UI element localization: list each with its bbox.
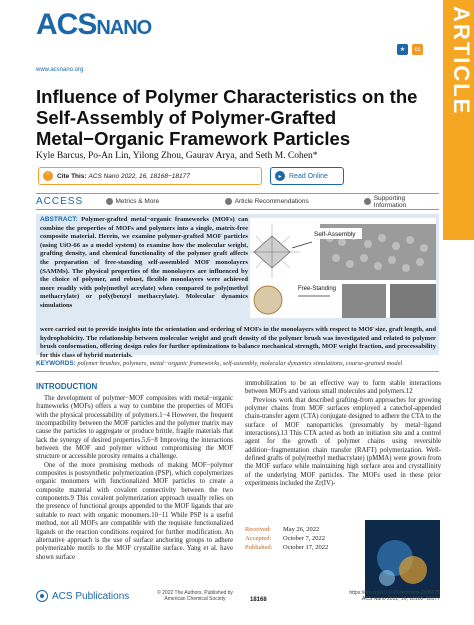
publisher-name: ACS Publications bbox=[52, 590, 130, 602]
metrics-label: Metrics & More bbox=[115, 198, 160, 205]
footer-citation bbox=[340, 590, 440, 602]
metrics-link[interactable] bbox=[106, 198, 225, 205]
intro-column-left bbox=[36, 395, 233, 562]
acs-logo-icon bbox=[36, 590, 48, 602]
received-date: May 26, 2022 bbox=[283, 526, 320, 533]
journal-brand-sub: NANO bbox=[96, 17, 152, 39]
article-title: Influence of Polymer Characteristics on the Self-Assembly of Polymer-Grafted Metal−Organic Framework Particles bbox=[36, 86, 418, 149]
intro-column-right bbox=[245, 380, 441, 488]
intro-paragraph-2: One of the more promising methods of making MOF−polymer composites is postsynthetic polymerization (PSP), which copolymerizes organic monomers with functionalized MOF particles to create a composite material with covalent connectivity between the two components.9 This covalent polymerization approach usually relies on the presence of functional groups appended to the MOF ligands that are suitable to react with organic monomers.10−11 While PSP is a useful method, not all MOFs are compatible with the requisite functionalized ligands or the reaction conditions required for further modification. An alternative approach is the use of surface anchoring groups to adhere polymerizable motifs to the MOF crystallite surface. Yang et al. have shown surface bbox=[36, 461, 233, 561]
metrics-icon bbox=[106, 198, 113, 205]
toc-graphic bbox=[250, 218, 436, 318]
recommendations-link[interactable] bbox=[225, 198, 364, 205]
sem-detail-image-1 bbox=[342, 284, 386, 318]
supporting-info-link[interactable] bbox=[364, 195, 439, 209]
open-access-icon: ★ bbox=[397, 44, 408, 55]
journal-brand: ACSNANO bbox=[36, 8, 152, 41]
journal-url[interactable]: www.acsnano.org bbox=[36, 67, 84, 73]
article-side-label: ARTICLE bbox=[449, 6, 474, 116]
cite-this-box[interactable] bbox=[38, 167, 262, 185]
published-row bbox=[245, 543, 340, 552]
cite-label: Cite This: bbox=[57, 172, 87, 180]
published-date: October 17, 2022 bbox=[283, 544, 329, 551]
abstract-body-b: were carried out to provide insights into the orientation and ordering of MOFs in the monolayers with respect to MOF size, graft length, and hydrophobicity. The relationship between molecular weight and graft density of the polymer brush was investigated and related to polymer brush conformation, offering design rules for further optimizations to balance mechanical strength, MOF weight fraction, and processability for this class of hybrid materials. bbox=[40, 326, 436, 359]
cover-art bbox=[365, 520, 440, 598]
journal-cover-thumbnail[interactable] bbox=[365, 520, 440, 598]
keywords-line bbox=[36, 360, 439, 372]
cc-license-icon: cc bbox=[412, 44, 423, 55]
recommendations-label: Article Recommendations bbox=[234, 198, 309, 205]
sem-detail-image-2 bbox=[390, 284, 436, 318]
article-authors: Kyle Barcus, Po-An Lin, Yilong Zhou, Gaurav Arya, and Seth M. Cohen* bbox=[36, 151, 318, 161]
read-online-icon: ▸ bbox=[275, 171, 285, 181]
access-bar bbox=[36, 193, 439, 210]
intro-paragraph-1: The development of polymer−MOF composites with metal−organic frameworks (MOFs) offers a way to combine the properties of MOFs with the physical processability of polymers.1−4 However, the frequent incompatibility between the MOF particles and the polymer matrix may cause the particles to aggregate or produce brittle, fragile materials that lack the synergy of desired properties.5,6−8 Improving the interactions between the MOF and polymer without compromising the MOF structure or accessible porosity remains a challenge. bbox=[36, 395, 233, 461]
accepted-label: Accepted: bbox=[245, 535, 272, 542]
supporting-info-label: Supporting Information bbox=[373, 194, 407, 209]
read-online-label: Read Online bbox=[289, 172, 328, 180]
keywords-text: polymer brushes, polymers, metal−organic frameworks, self-assembly, molecular dynamics simulations, coarse-grained model bbox=[77, 360, 403, 367]
accepted-date: October 7, 2022 bbox=[283, 535, 326, 542]
accepted-row bbox=[245, 534, 340, 543]
toc-label-free-standing: Free-Standing bbox=[298, 286, 337, 292]
read-online-button[interactable] bbox=[270, 167, 344, 185]
page-number: 18168 bbox=[250, 597, 267, 603]
intro-paragraph-4: Previous work that described grafting-from approaches for growing polymer chains from MOF surfaces employed a catechol-appended chain-transfer agent (CTA) conjugate designed to adhere the CTA to the surface of MOF nanoparticles (presumably by metal−ligand interactions).13 This CTA acted as both an initiation site and a control agent for the growth of polymer chains using reversible addition−fragmentation chain transfer (RAFT) polymerization. Well-defined grafts of poly(methyl methacrylate) (pMMA) were grown from the MOF surface while maintaining high surface area and crystallinity of the underlying MOF particles. The MOFs used in these prior experiments included the Zr(IV)- bbox=[245, 396, 441, 488]
access-icons bbox=[397, 44, 423, 55]
abstract-label: ABSTRACT: bbox=[40, 216, 78, 223]
abstract-body-a: Polymer-grafted metal−organic frameworks (MOFs) can combine the properties of MOFs and polymers into a single, matrix-free composite material. Herein, we examine polymer-grafted MOF particles (using UiO-66 as a model system) to examine how the molecular weight, grafting density, and chemical functionality of the polymer graft affects the preparation of free-standing self-assembled MOF monolayers (SAMMs). The physical properties of the monolayers are influenced by the choice of polymer, and robust, flexible monolayers were achieved more readily with poly(methyl acrylate) when compared to poly(methyl methacrylate) or poly(benzyl methacrylate). Molecular dynamics simulations bbox=[40, 216, 248, 309]
footer-journal-ref: ACS Nano 2022, 16, 18168−18177 bbox=[362, 596, 440, 602]
cite-reference: ACS Nano 2022, 16, 18168−18177 bbox=[88, 172, 190, 180]
received-label: Received: bbox=[245, 526, 271, 533]
abstract-text-top bbox=[40, 216, 248, 311]
keywords-label: KEYWORDS: bbox=[36, 360, 76, 367]
access-label: ACCESS bbox=[36, 196, 84, 207]
toc-label-self-assembly: Self-Assembly bbox=[314, 231, 356, 238]
intro-paragraph-3: immobilization to be an effective way to form stable interactions between MOFs and various small molecules and polymers.12 bbox=[245, 380, 441, 396]
published-label: Published: bbox=[245, 544, 273, 551]
received-row bbox=[245, 525, 340, 534]
supporting-info-icon bbox=[364, 198, 371, 205]
doi-link[interactable]: https://doi.org/10.1021/acsnano.2c05175 bbox=[349, 590, 440, 596]
free-standing-film-photo bbox=[254, 286, 282, 314]
article-side-tab bbox=[443, 0, 474, 240]
article-dates bbox=[245, 525, 340, 552]
quote-icon: “ bbox=[43, 171, 53, 181]
copyright-notice: © 2022 The Authors. Published by American Chemical Society bbox=[157, 590, 233, 602]
recommendations-icon bbox=[225, 198, 232, 205]
intro-heading: INTRODUCTION bbox=[36, 382, 98, 391]
acs-publications-logo[interactable] bbox=[36, 590, 129, 602]
